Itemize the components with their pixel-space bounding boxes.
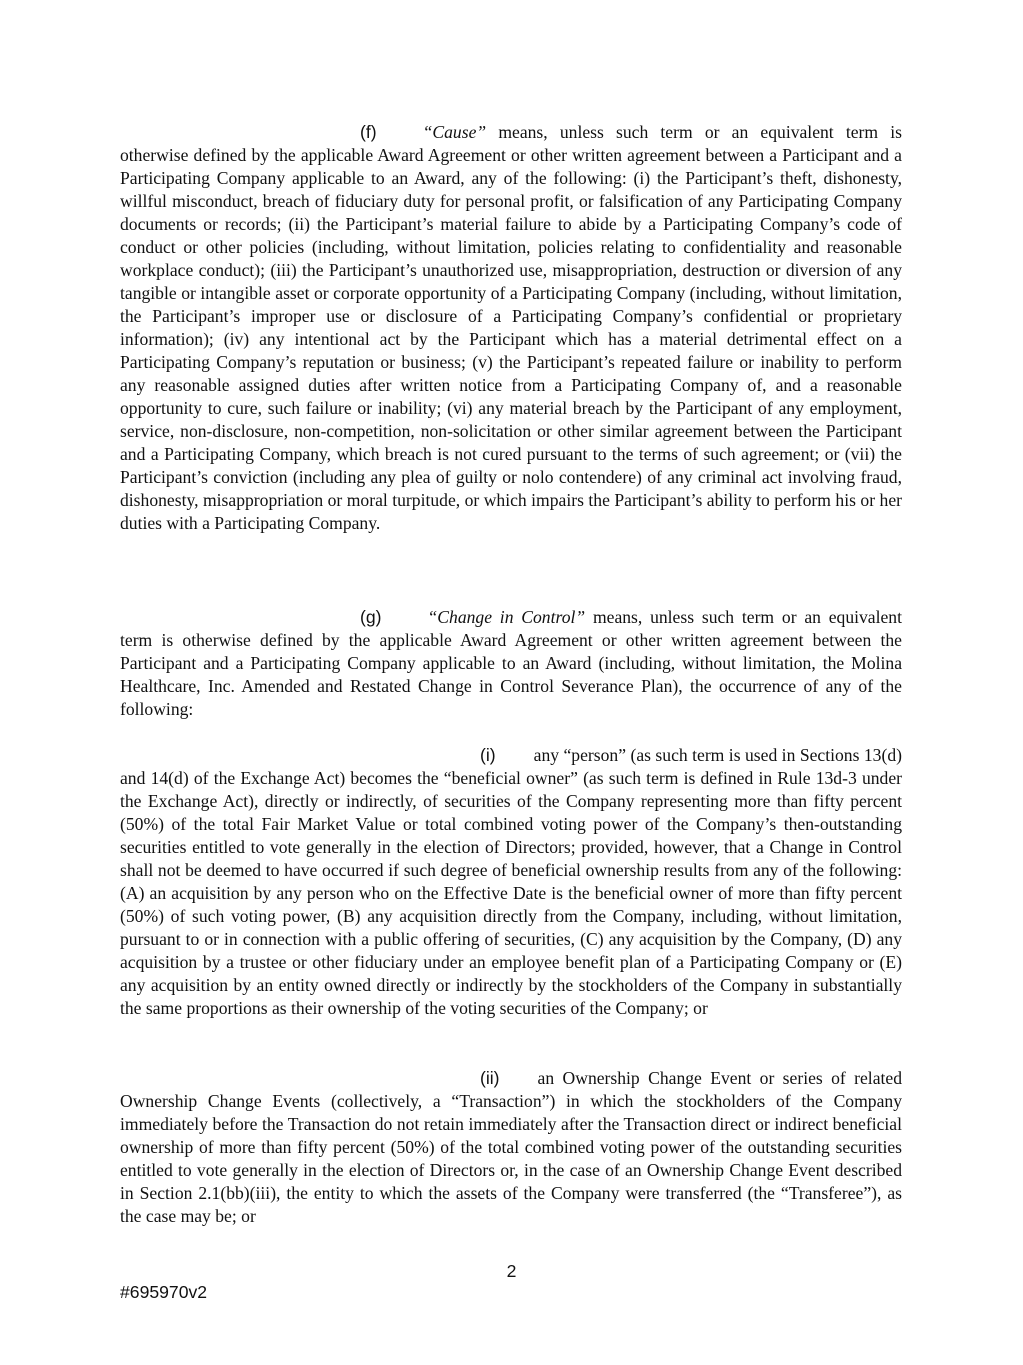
page-number: 2 [506, 1261, 517, 1281]
paragraph-body: any “person” (as such term is used in Sections 13(d) and 14(d) of the Exchange Act) becomes the “beneficial owner” (as such term is defined in Rule 13d-3 under the Exchange Act), directly or indirectly, of securities of the Company representing more than fifty percent (50%) of the total Fair Market Value or total combined voting power of the Company’s then-outstanding securities entitled to vote generally in the election of Directors; provided, however, that a Change in Control shall not be deemed to have occurred if such degree of beneficial ownership results from any of the following: (A) an acquisition by any person who on the Effective Date is the beneficial owner of more than fifty percent (50%) of such voting power, (B) any acquisition directly from the Company, including, without limitation, pursuant to or in connection with a public offering of securities, (C) any acquisition by the Company, (D) any acquisition by a trustee or other fiduciary under an employee benefit plan of a Participating Company or (E) any acquisition by an entity owned directly or indirectly by the stockholders of the Company in substantially the same proportions as their ownership of the voting securities of the Company; or [120, 745, 902, 1018]
paragraph-label: (i) [480, 745, 496, 765]
paragraph-label: (f) [360, 122, 377, 142]
paragraph-body: means, unless such term or an equivalent term is otherwise defined by the applicable Award Agreement or other written agreement between the Participant and a Participating Company applicable to an Award (including, without limitation, the Molina Healthcare, Inc. Amended and Restated Change in Control Severance Plan), the occurrence of any of the following: [120, 607, 902, 719]
defined-term: “Cause” [422, 122, 487, 142]
paragraph-body: means, unless such term or an equivalent term is otherwise defined by the applicable Award Agreement or other written agreement between a Participant and a Participating Company applicable to an Award, any of the following: (i) the Participant’s theft, dishonesty, willful misconduct, breach of fiduciary duty for personal profit, or falsification of any Participating Company documents or records; (ii) the Participant’s material failure to abide by a Participating Company’s code of conduct or other policies (including, without limitation, policies relating to confidentiality and reasonable workplace conduct); (iii) the Participant’s unauthorized use, misappropriation, destruction or diversion of any tangible or intangible asset or corporate opportunity of a Participating Company (including, without limitation, the Participant’s improper use or disclosure of a Participating Company’s confidential or proprietary information); (iv) any intentional act by the Participant which has a material detrimental effect on a Participating Company’s reputation or business; (v) the Participant’s repeated failure or inability to perform any reasonable assigned duties after written notice from a Participating Company of, and a reasonable opportunity to cure, such failure or inability; (vi) any material breach by the Participant of any employment, service, non-disclosure, non-competition, non-solicitation or other similar agreement between the Participant and a Participating Company, which breach is not cured pursuant to the terms of such agreement; or (vii) the Participant’s conviction (including any plea of guilty or nolo contendere) of any criminal act involving fraud, dishonesty, misappropriation or moral turpitude, or which impairs the Participant’s ability to perform his or her duties with a Participating Company. [120, 122, 902, 533]
defined-term: “Change in Control” [427, 607, 586, 627]
paragraph-body: an Ownership Change Event or series of related Ownership Change Events (collectively, a “Transaction”) in which the stockholders of the Company immediately before the Transaction do not retain immediately after the Transaction direct or indirect beneficial ownership of more than fifty percent (50%) of the total combined voting power of the outstanding securities entitled to vote generally in the election of Directors or, in the case of an Ownership Change Event described in Section 2.1(bb)(iii), the entity to which the assets of the Company were transferred (the “Transferee”), as the case may be; or [120, 1068, 902, 1226]
paragraph-g [120, 606, 902, 721]
document-id: #695970v2 [120, 1282, 208, 1302]
paragraph-label: (g) [360, 607, 382, 627]
paragraph-label: (ii) [480, 1068, 500, 1088]
paragraph-f [120, 121, 902, 535]
paragraph-g-i [120, 744, 902, 1020]
paragraph-g-ii [120, 1067, 902, 1228]
